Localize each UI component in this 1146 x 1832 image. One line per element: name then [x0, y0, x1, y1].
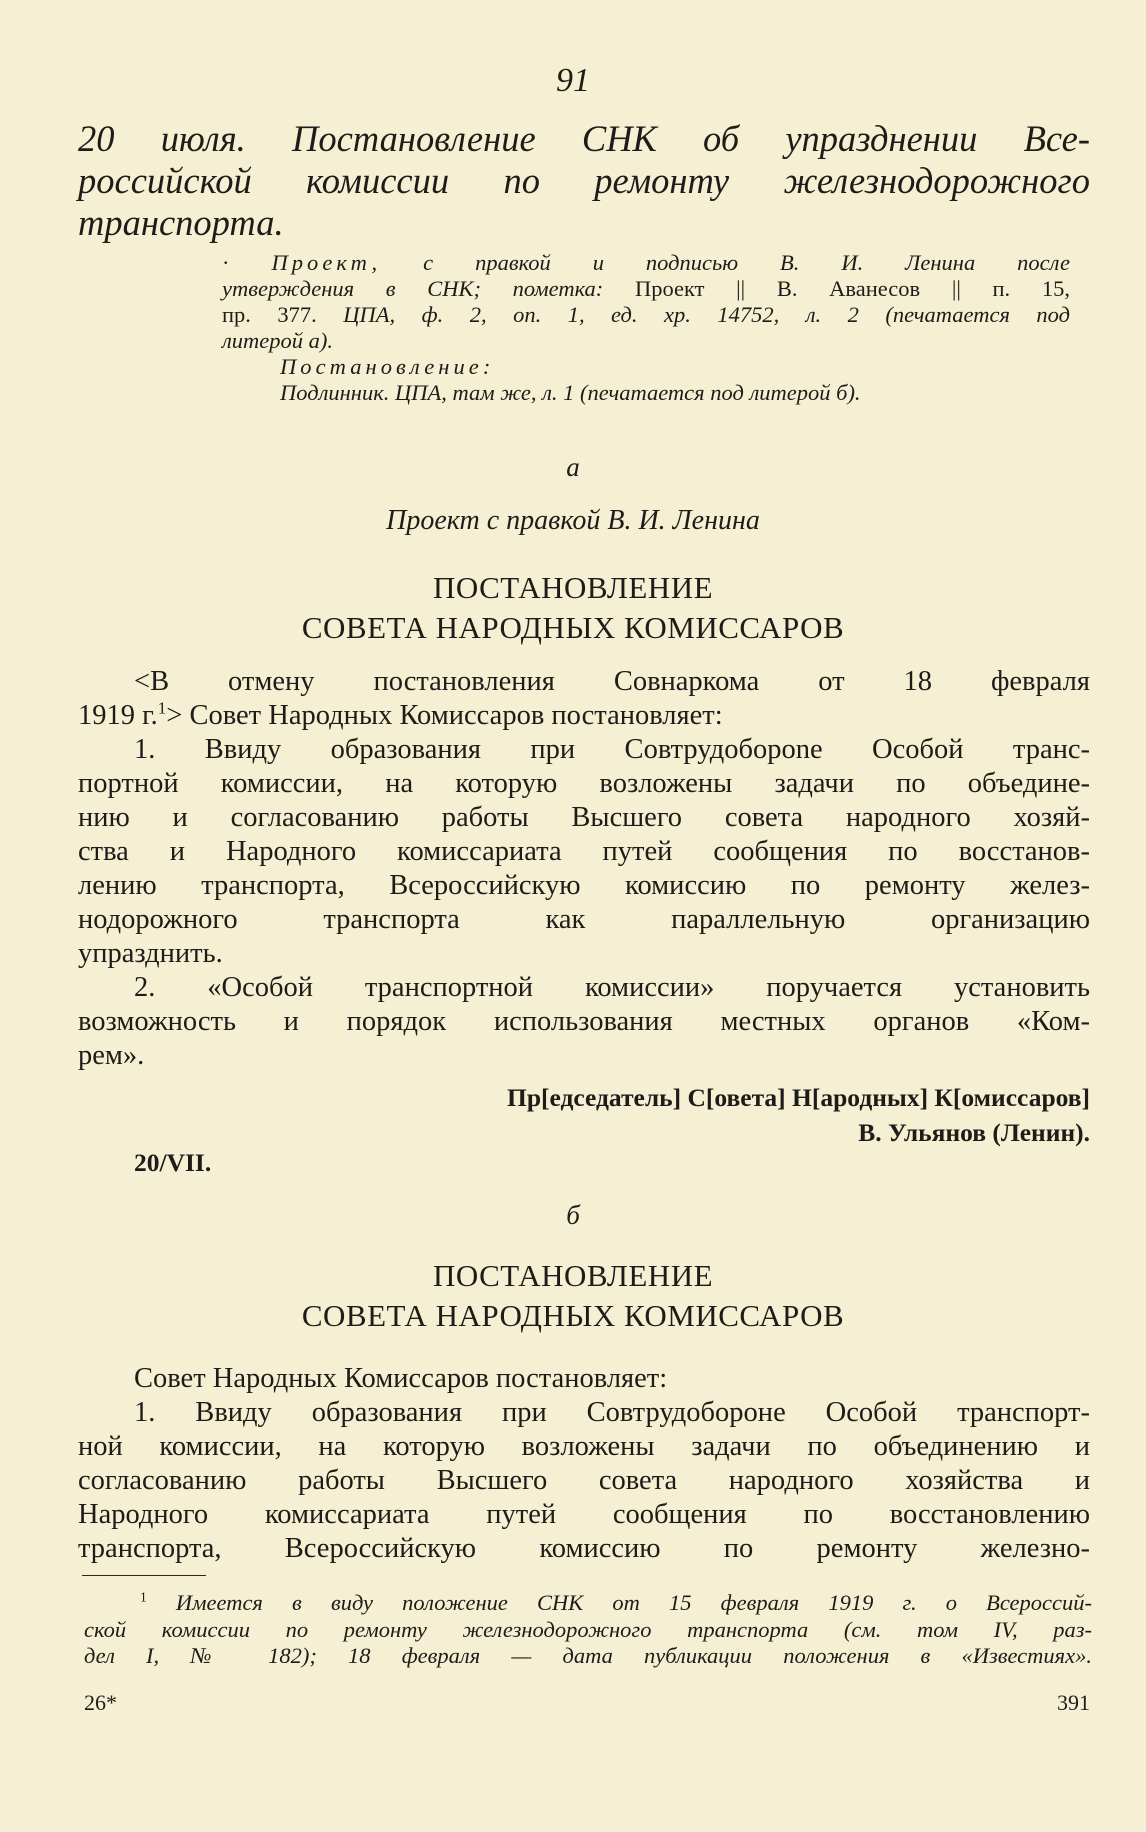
source-line: · Проект, с правкой и подписью В. И. Ленина после	[222, 250, 1071, 275]
body-line: <В отмену постановления Совнаркома от 18 февраля	[134, 666, 1090, 697]
body-line: ной комиссии, на которую возложены задачи по объединению и	[78, 1431, 1090, 1462]
resolution-title-b	[0, 1256, 1146, 1336]
body-line: 1. Ввиду образования при Совтрудобороне Особой транспорт-	[134, 1397, 1090, 1428]
body-line: нию и согласованию работы Высшего совета народного хозяй-	[78, 802, 1090, 833]
body-line: 1. Ввиду образования при Совтрудоборone Особой транс-	[134, 734, 1090, 765]
resolution-body-a	[78, 665, 1090, 1073]
body-line: Совет Народных Комиссаров постановляет:	[134, 1363, 668, 1394]
entry-heading	[78, 118, 1090, 244]
document-date: 20/VII.	[134, 1148, 212, 1177]
body-line: согласованию работы Высшего совета народного хозяйства и	[78, 1465, 1090, 1496]
title-line: ПОСТАНОВЛЕНИЕ	[432, 570, 714, 605]
resolution-body-b	[78, 1362, 1090, 1566]
footnote-divider	[82, 1575, 206, 1576]
body-line: возможность и порядок использования местных органов «Ком-	[78, 1006, 1090, 1037]
signature-block	[78, 1080, 1090, 1150]
source-line: пр. 377. ЦПА, ф. 2, оп. 1, ед. хр. 14752, л. 2 (печатается под	[222, 302, 1071, 327]
signature-mark: 26*	[84, 1690, 117, 1715]
heading-line: российской комиссии по ремонту железнодорожного	[78, 160, 1090, 201]
body-line: упразднить.	[78, 938, 223, 969]
body-line: портной комиссии, на которую возложены задачи по объедине-	[78, 768, 1090, 799]
footnote-line: ской комиссии по ремонту железнодорожного транспорта (см. том IV, раз-	[84, 1616, 1092, 1642]
body-line: рем».	[78, 1040, 145, 1071]
body-line: лению транспорта, Всероссийскую комиссию по ремонту желез-	[78, 870, 1090, 901]
body-line: Народного комиссариата путей сообщения по восстановлению	[78, 1499, 1090, 1530]
source-line: утверждения в СНК; пометка: Проект || В. Аванесов || п. 15,	[222, 276, 1070, 301]
body-line: 1919 г.$^1$> Совет Народных Комиссаров постановляет:	[78, 698, 723, 731]
body-line: 2. «Особой транспортной комиссии» поручается установить	[134, 972, 1090, 1003]
signature-line: Пр[едседатель] С[овета] Н[ародных] К[омиссаров]	[506, 1083, 1090, 1112]
heading-line: транспорта.	[78, 202, 284, 243]
footnote-line: дел I, № 182); 18 февраля — дата публикации положения в «Известиях».	[84, 1643, 1092, 1668]
resolution-title-a	[0, 568, 1146, 648]
body-line: нодорожного транспорта как параллельную организацию	[78, 904, 1090, 935]
footnote-line: $^1$ Имеется в виду положение СНК от 15 февраля 1919 г. о Всероссий-	[140, 1589, 1092, 1615]
title-line: СОВЕТА НАРОДНЫХ КОМИССАРОВ	[301, 1298, 845, 1333]
title-line: СОВЕТА НАРОДНЫХ КОМИССАРОВ	[301, 610, 845, 645]
source-line: Постановление:	[280, 354, 495, 379]
source-line: Подлинник. ЦПА, там же, л. 1 (печатается под литерой б).	[280, 380, 861, 405]
title-line: ПОСТАНОВЛЕНИЕ	[432, 1258, 714, 1293]
page-header-number: 91	[556, 62, 590, 99]
section-letter-a: а	[566, 452, 580, 482]
body-line: транспорта, Всероссийскую комиссию по ремонту железно-	[78, 1533, 1090, 1564]
section-letter-b: б	[566, 1200, 580, 1230]
page-footer-number: 391	[1057, 1690, 1090, 1715]
source-line: литерой а).	[222, 328, 334, 353]
signature-line: В. Ульянов (Ленин).	[858, 1118, 1090, 1147]
draft-title: Проект с правкой В. И. Ленина	[386, 505, 760, 536]
heading-line: 20 июля. Постановление СНК об упразднении Все-	[78, 118, 1090, 159]
footnote	[84, 1590, 1092, 1670]
body-line: ства и Народного комиссариата путей сообщения по восстанов-	[78, 836, 1090, 867]
source-notes	[222, 250, 1070, 406]
footnote-ref: 1	[157, 698, 167, 718]
